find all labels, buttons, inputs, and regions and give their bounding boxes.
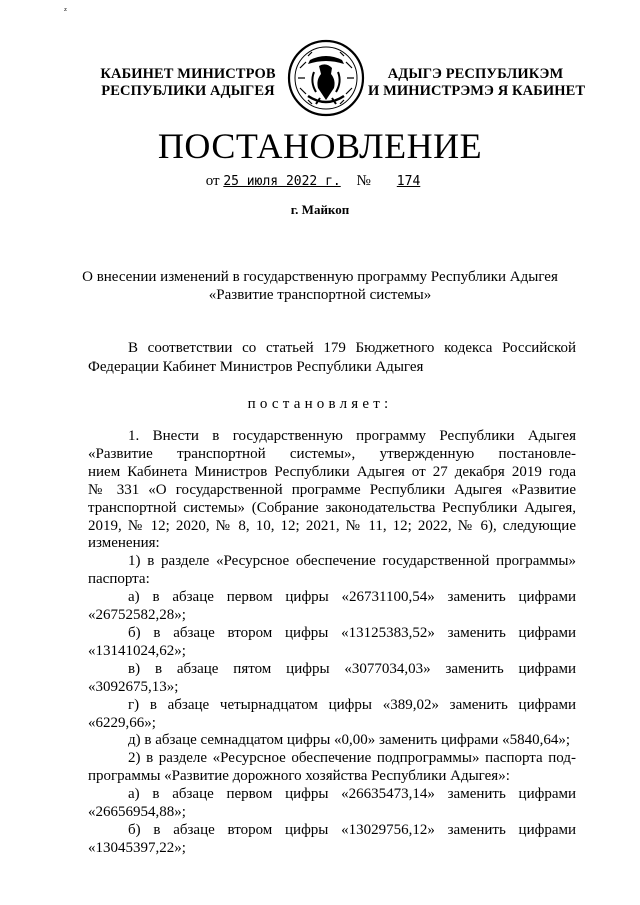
preamble-line-1: В соответствии со статьей 179 Бюджетного кодекса Российской xyxy=(128,340,576,356)
body-line: а) в абзаце первом цифры «26635473,14» заменить цифрами xyxy=(128,786,576,803)
body-line: нием Кабинета Министров Республики Адыгея от 27 декабря 2019 года xyxy=(88,463,576,480)
body-line: 2) в разделе «Ресурсное обеспечение подпрограммы» паспорта под- xyxy=(128,750,576,767)
number-sign: № xyxy=(356,173,371,189)
body-line: «26656954,88»; xyxy=(88,804,186,821)
body-line: программы «Развитие дорожного хозяйства Республики Адыгея»: xyxy=(88,768,510,785)
document-type-title: ПОСТАНОВЛЕНИЕ xyxy=(157,126,483,166)
body-line: «3092675,13»; xyxy=(88,678,179,695)
decree-body-text xyxy=(88,428,576,858)
body-line: «Развитие транспортной системы», утвержденную постановле- xyxy=(88,445,576,462)
issuer-name-russian-line-2: РЕСПУБЛИКИ АДЫГЕЯ xyxy=(101,83,275,99)
body-line: изменения: xyxy=(88,535,160,552)
city-of-issue: г. Майкоп xyxy=(290,202,350,217)
preamble-line-2: Федерации Кабинет Министров Республики Адыгея xyxy=(88,359,424,375)
body-line: «26752582,28»; xyxy=(88,607,186,624)
body-line: д) в абзаце семнадцатом цифры «0,00» заменить цифрами «5840,64»; xyxy=(128,732,571,749)
decree-word: постановляет: xyxy=(247,396,393,412)
issuer-name-adyghe-line-1: АДЫГЭ РЕСПУБЛИКЭМ xyxy=(387,66,564,82)
issuer-name-russian xyxy=(88,66,288,100)
body-line: 1) в разделе «Ресурсное обеспечение государственной программы» xyxy=(128,553,576,570)
document-number: 174 xyxy=(396,174,421,189)
body-line: б) в абзаце втором цифры «13029756,12» заменить цифрами xyxy=(128,821,576,838)
issuer-name-russian-line-1: КАБИНЕТ МИНИСТРОВ xyxy=(100,66,276,82)
subject-line-2: «Развитие транспортной системы» xyxy=(208,287,432,303)
body-line: 2019, № 12; 2020, № 8, 10, 12; 2021, № 11, 12; 2022, № 6), следующие xyxy=(88,517,576,534)
document-date: 25 июля 2022 г. xyxy=(223,174,341,189)
body-line: транспортной системы» (Собрание законодательства Республики Адыгея, xyxy=(88,499,576,516)
document-subject xyxy=(60,268,580,304)
subject-line-1: О внесении изменений в государственную программу Республики Адыгея xyxy=(82,269,558,285)
body-line: а) в абзаце первом цифры «26731100,54» заменить цифрами xyxy=(128,589,576,606)
body-line: г) в абзаце четырнадцатом цифры «389,02» заменить цифрами xyxy=(128,696,576,713)
body-line: «13045397,22»; xyxy=(88,839,186,856)
body-line: в) в абзаце пятом цифры «3077034,03» заменить цифрами xyxy=(128,660,576,677)
corner-handwritten-mark: ᶻ xyxy=(64,5,68,17)
coat-of-arms-emblem-icon xyxy=(286,38,366,118)
body-line: паспорта: xyxy=(88,571,150,588)
issuer-name-adyghe xyxy=(368,66,586,100)
date-and-number-line xyxy=(0,172,640,191)
body-line: «13141024,62»; xyxy=(88,642,186,659)
body-line: 1. Внести в государственную программу Республики Адыгея xyxy=(128,428,576,444)
date-prefix: от xyxy=(205,173,220,189)
body-line: б) в абзаце втором цифры «13125383,52» заменить цифрами xyxy=(128,624,576,641)
body-line: № 331 «О государственной программе Республики Адыгея «Развитие xyxy=(88,481,576,498)
preamble-paragraph xyxy=(88,339,576,377)
body-line: «6229,66»; xyxy=(88,714,156,731)
issuer-name-adyghe-line-2: И МИНИСТРЭМЭ Я КАБИНЕТ xyxy=(368,83,586,99)
